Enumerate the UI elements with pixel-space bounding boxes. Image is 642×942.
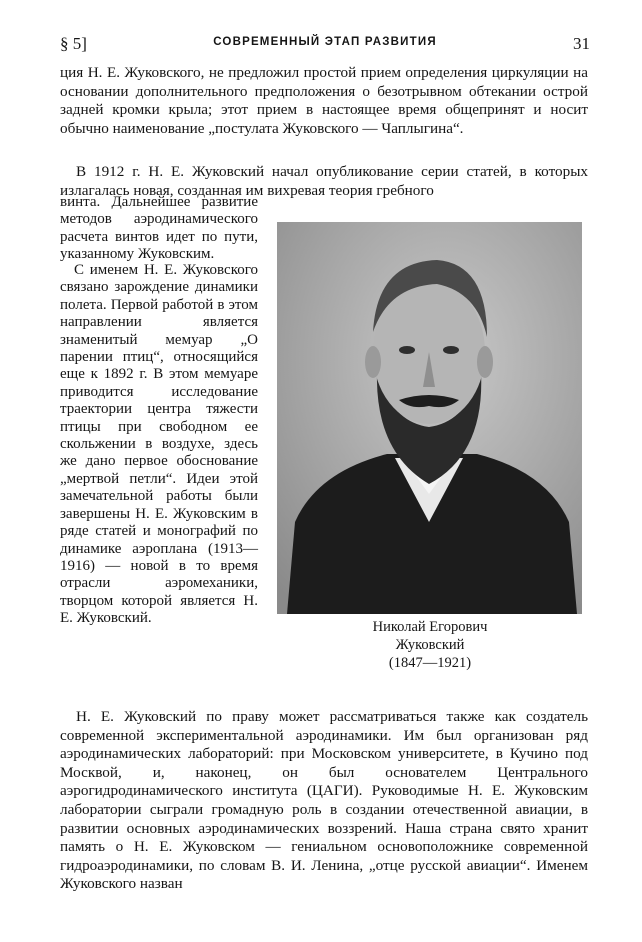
paragraph-3: С именем Н. Е. Жуковского связано зарождение динамики полета. Первой работой в этом направлении является знаменитый мемуар „О парении птиц“, относящийся еще к 1892 г. В этом мемуаре приводится исследование траектории центра тяжести птицы при свободном ее скольжении в воздухе, здесь же дано первое обоснование „мертвой петли“. Идеи этой замечательной работы были завершены Н. Е. Жуковским в ряде статей и монографий по динамике аэроплана (1913—1916) — новой в то время отрасли аэромеханики, творцом которой является Н. Е. Жуковский. [60,262,258,627]
portrait-caption [290,618,570,672]
portrait-image [277,222,582,614]
page-header [60,34,590,58]
paragraph-4: Н. Е. Жуковский по праву может рассматриваться также как создатель современной экспериментальной аэродинамики. Им был организован ряд аэродинамических лабораторий: при Московском университете, в Кучино под Москвой, и, наконец, он был основателем Центрального аэрогидродинамического института (ЦАГИ). Руководимые Н. Е. Жуковским лаборатории сыграли громадную роль в создании отечественной авиации, в развитии основных аэродинамических воззрений. Наша страна свято хранит память о Н. Е. Жуковском — гениальном основоположнике современной гидроаэродинамики, по словам В. И. Ленина, „отце русской авиации“. Именем Жуковского назван [60,708,588,893]
caption-name: Николай Егорович [372,619,488,635]
paragraph-2-continued: винта. Дальнейшее развитие методов аэродинамического расчета винтов идет по пути, указанному Жуковским. [60,194,258,263]
page-number: 31 [573,34,590,53]
running-title: СОВРЕМЕННЫЙ ЭТАП РАЗВИТИЯ [213,36,437,48]
paragraph-1: ция Н. Е. Жуковского, не предложил простой прием определения циркуляции на основании дополнительного предположения о безотрывном обтекании острой задней кромки крыла; этот прием в настоящее время общепринят и носит обычно наименование „постулата Жуковского — Чаплыгина“. [60,64,588,137]
section-number: § 5] [60,34,87,53]
caption-years: (1847—1921) [388,655,472,671]
caption-surname: Жуковский [395,637,465,653]
paragraph-2: В 1912 г. Н. Е. Жуковский начал опубликование серии статей, в которых излагалась новая, созданная им вихревая теория гребного [60,163,588,199]
portrait-photo [277,222,582,614]
